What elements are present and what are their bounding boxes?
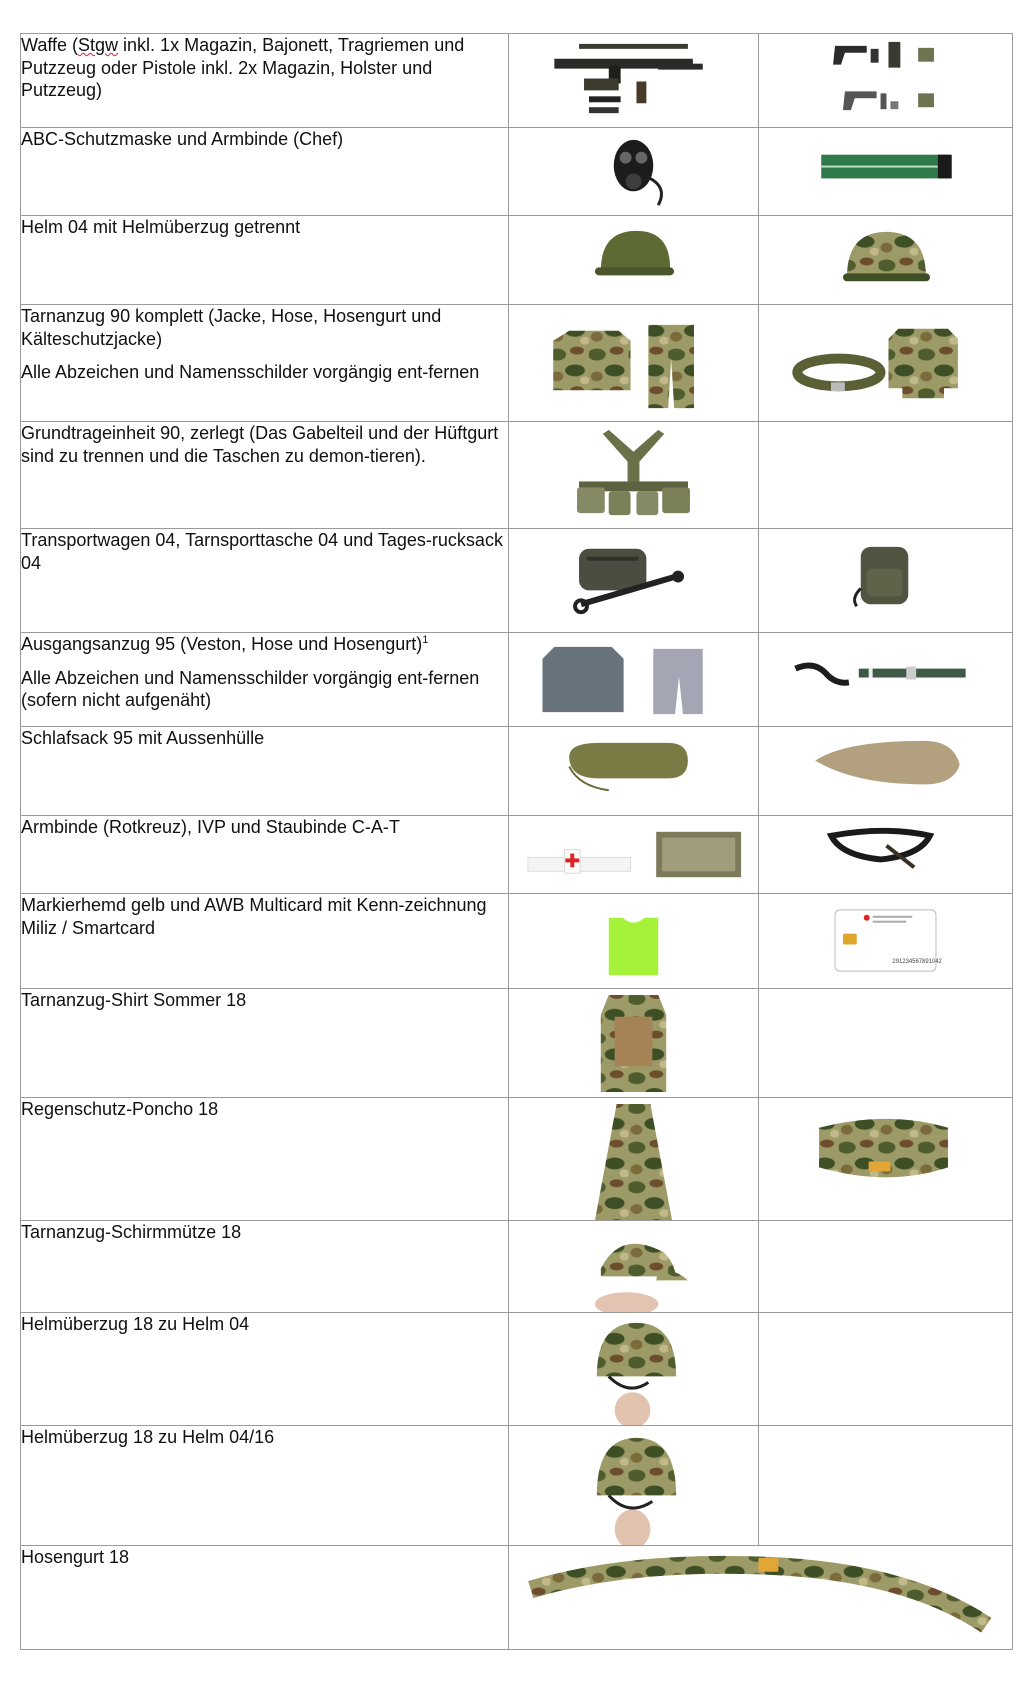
table-row: [21, 1221, 1013, 1313]
camo-jacket-trousers-icon: [509, 305, 758, 421]
item-description: Tarnanzug 90 komplett (Jacke, Hose, Hosengurt und Kälteschutzjacke) Alle Abzeichen und Namensschilder vorgängig ent-fernen: [21, 305, 509, 422]
empty-cell: [759, 1313, 1013, 1426]
redcross-armband-ivp-icon: [509, 816, 758, 893]
empty-cell: [759, 422, 1013, 529]
table-row: [21, 894, 1013, 989]
table-row: [21, 633, 1013, 727]
dress-belts-icon: [759, 633, 1012, 726]
table-row: [21, 305, 1013, 422]
pistol-set-icon: [759, 34, 1012, 127]
transport-cart-bag-icon: [509, 529, 758, 632]
item-description: Regenschutz-Poncho 18: [21, 1098, 509, 1221]
table-row: [21, 1426, 1013, 1546]
item-description: Helm 04 mit Helmüberzug getrennt: [21, 216, 509, 305]
smartcard-icon: [759, 894, 1012, 988]
item-description: Schlafsack 95 mit Aussenhülle: [21, 727, 509, 816]
tourniquet-icon: [759, 816, 1012, 893]
table-row: [21, 422, 1013, 529]
table-row: [21, 727, 1013, 816]
helmet-icon: [509, 216, 758, 304]
item-description: Helmüberzug 18 zu Helm 04/16: [21, 1426, 509, 1546]
table-row: [21, 816, 1013, 894]
table-row: [21, 1313, 1013, 1426]
daypack-icon: [759, 529, 1012, 632]
helmet-cover-0416-icon: [509, 1426, 758, 1545]
rifle-set-icon: [509, 34, 758, 127]
item-description: Ausgangsanzug 95 (Veston, Hose und Hosengurt)$^1$ Alle Abzeichen und Namensschilder vorgängig ent-fernen (sofern nicht aufgenäht): [21, 633, 509, 727]
helmet-cover-04-icon: [509, 1313, 758, 1425]
item-description: Waffe (Stgw inkl. 1x Magazin, Bajonett, Tragriemen und Putzzeug oder Pistole inkl. 2x Magazin, Holster und Putzzeug): [21, 34, 509, 128]
camo-helmet-cover-icon: [759, 216, 1012, 304]
item-description: Transportwagen 04, Tarnsporttasche 04 und Tages-rucksack 04: [21, 529, 509, 633]
camo-shirt-icon: [509, 989, 758, 1097]
item-description: Tarnanzug-Shirt Sommer 18: [21, 989, 509, 1098]
poncho-pouch-icon: [759, 1098, 1012, 1220]
table-row: [21, 989, 1013, 1098]
item-description: Armbinde (Rotkreuz), IVP und Staubinde C-A-T: [21, 816, 509, 894]
poncho-icon: [509, 1098, 758, 1220]
empty-cell: [759, 989, 1013, 1098]
bivy-cover-icon: [759, 727, 1012, 815]
item-description: Hosengurt 18: [21, 1546, 509, 1650]
item-description: Tarnanzug-Schirmmütze 18: [21, 1221, 509, 1313]
spellcheck-word: Stgw: [78, 35, 119, 55]
camo-cap-icon: [509, 1221, 758, 1312]
sleeping-bag-icon: [509, 727, 758, 815]
table-row: [21, 216, 1013, 305]
equipment-table: [20, 33, 1013, 1650]
armband-green-icon: [759, 128, 1012, 215]
item-description: Helmüberzug 18 zu Helm 04: [21, 1313, 509, 1426]
marking-vest-icon: [509, 894, 758, 988]
table-row: [21, 34, 1013, 128]
table-row: [21, 529, 1013, 633]
smartcard-number: 291234567891042: [892, 959, 942, 966]
dress-uniform-icon: [509, 633, 758, 726]
empty-cell: [759, 1221, 1013, 1313]
table-row: [21, 128, 1013, 216]
table-row: [21, 1098, 1013, 1221]
item-description: Markierhemd gelb und AWB Multicard mit Kenn-zeichnung Miliz / Smartcard: [21, 894, 509, 989]
item-description: ABC-Schutzmaske und Armbinde (Chef): [21, 128, 509, 216]
belt-and-cold-jacket-icon: [759, 305, 1012, 421]
load-bearing-vest-icon: [509, 422, 758, 528]
table-row: [21, 1546, 1013, 1650]
gas-mask-icon: [509, 128, 758, 215]
camo-belt-icon: [509, 1546, 1012, 1649]
footnote-marker: 1: [422, 634, 429, 646]
item-description: Grundtrageinheit 90, zerlegt (Das Gabelteil und der Hüftgurt sind zu trennen und die Taschen zu demon-tieren).: [21, 422, 509, 529]
empty-cell: [759, 1426, 1013, 1546]
